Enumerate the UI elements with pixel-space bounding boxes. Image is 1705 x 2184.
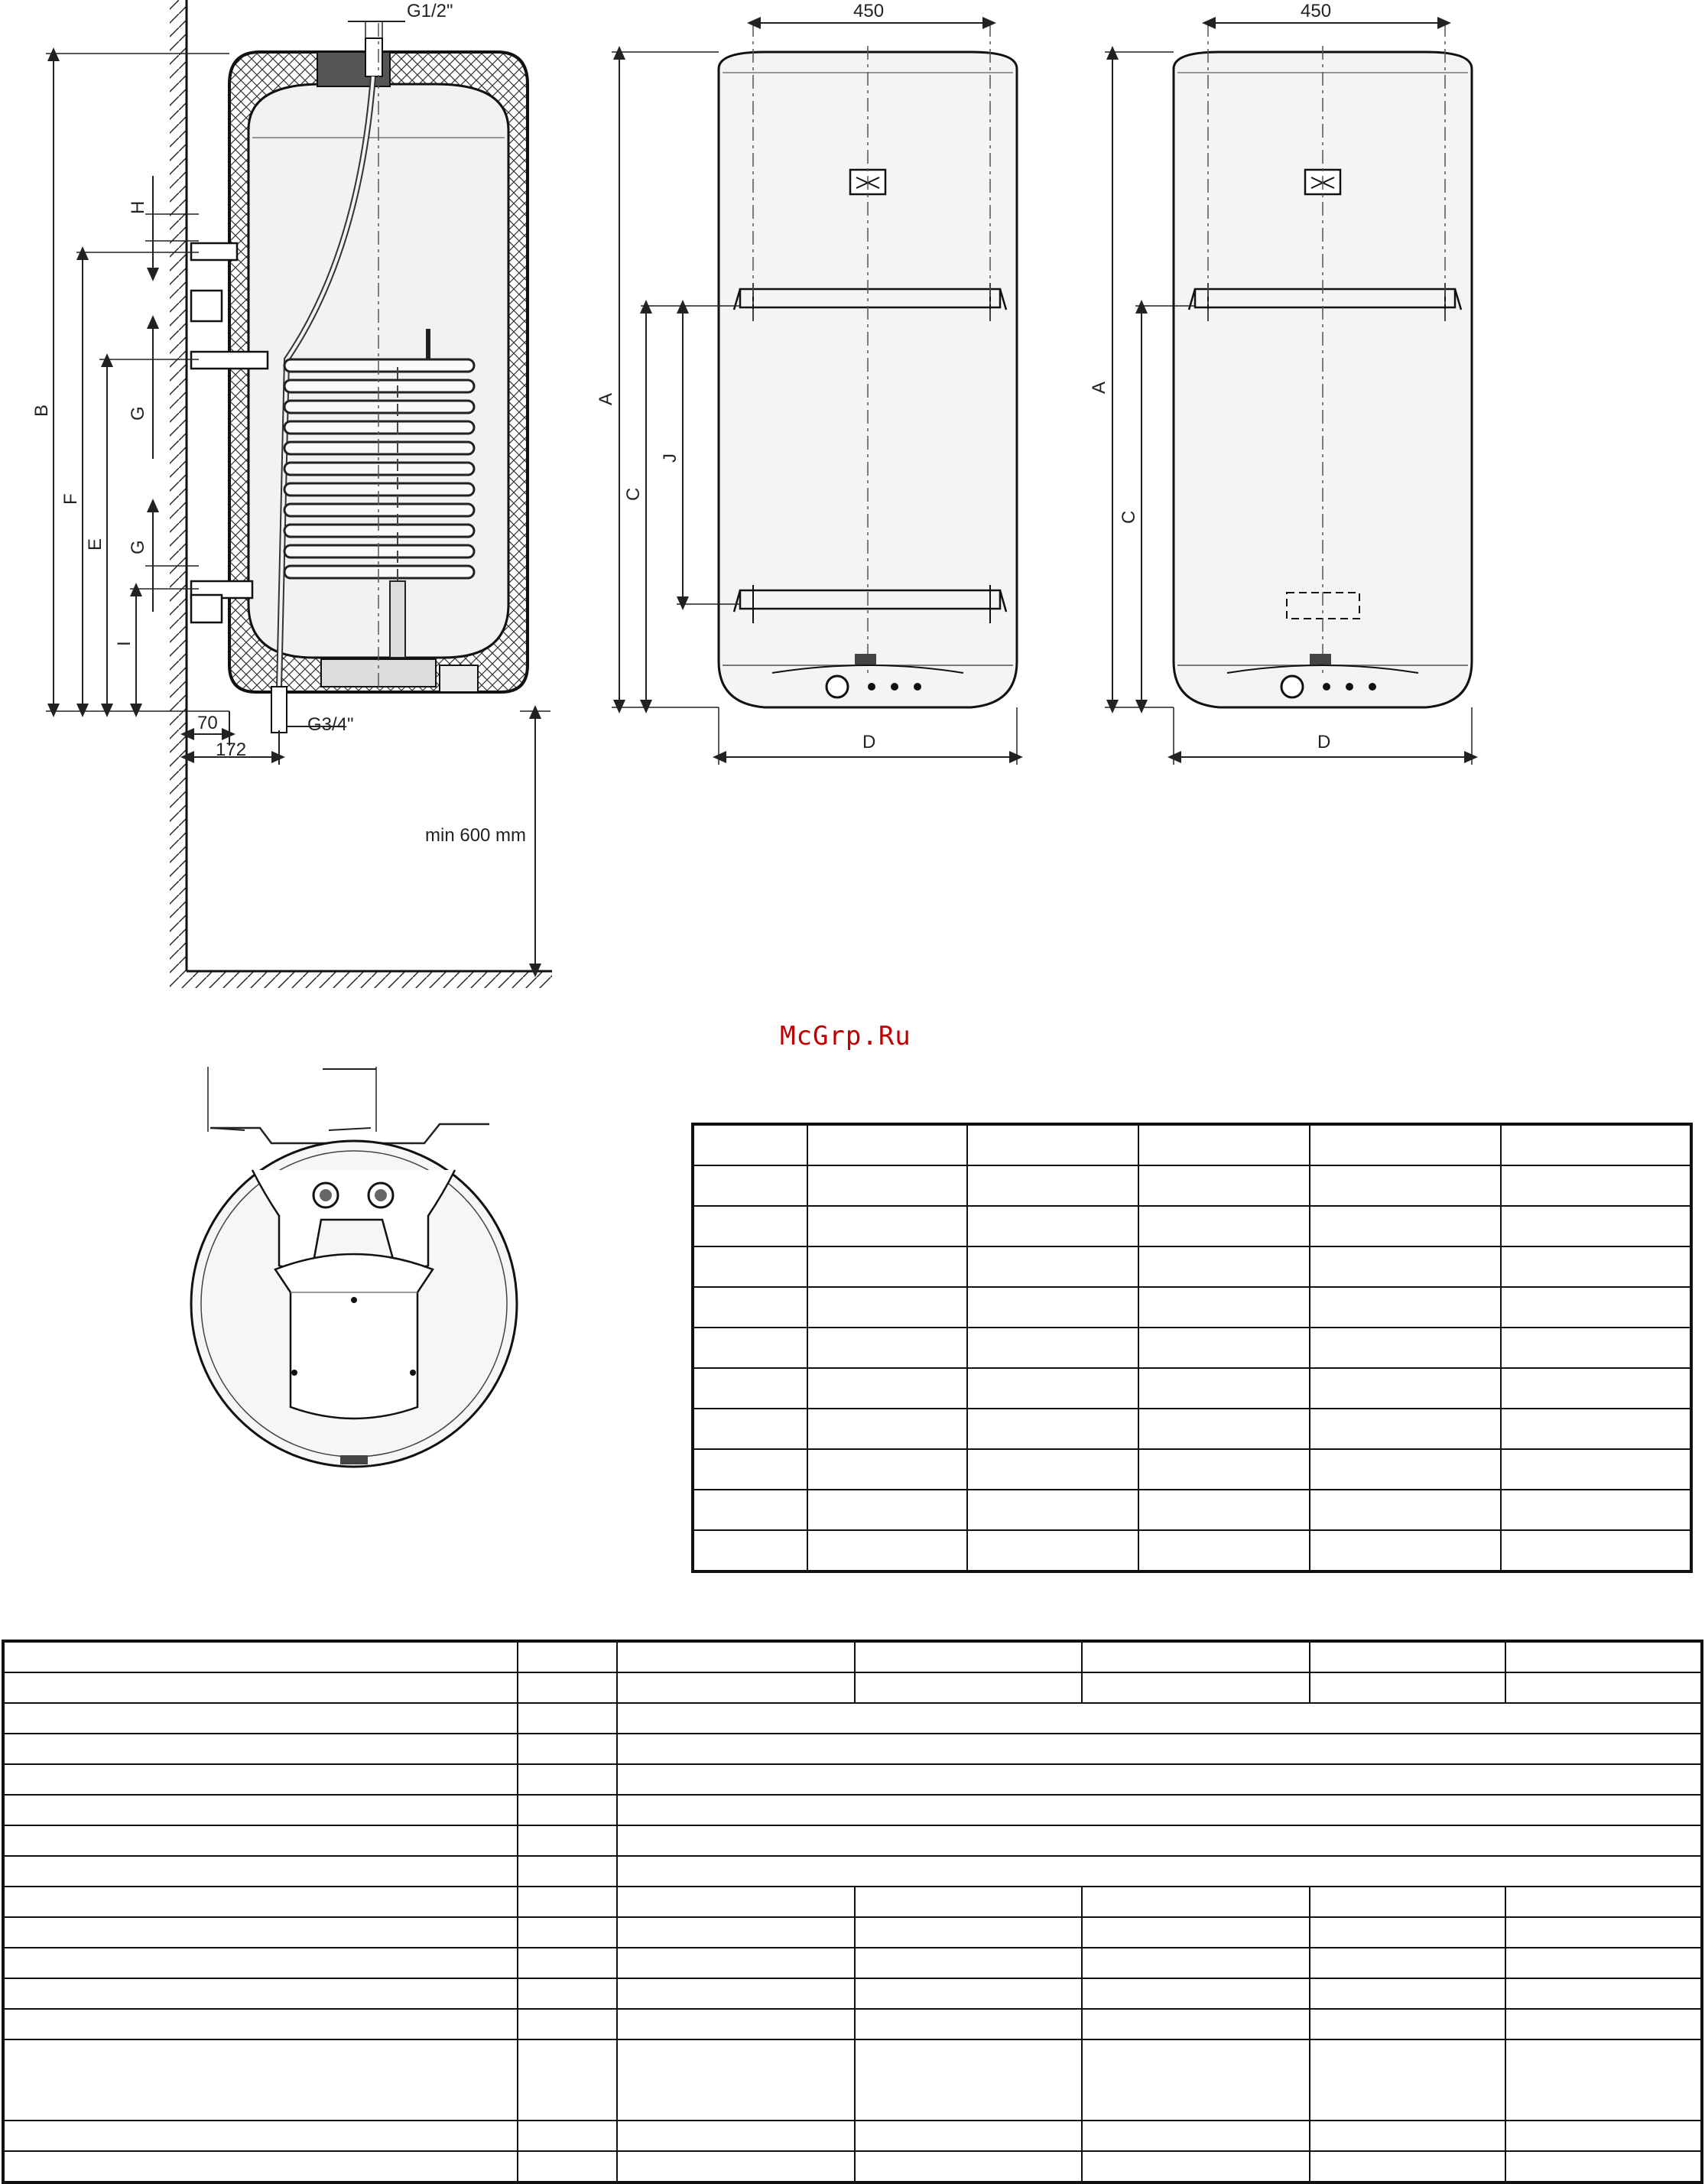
table-cell [693,1206,807,1246]
table-cell [1082,1917,1309,1948]
table-cell [518,1641,617,1672]
table-cell [1501,1328,1691,1368]
table-row [693,1246,1691,1287]
table-cell [1501,1124,1691,1165]
table-row [3,2121,1702,2151]
table-cell [1082,2009,1309,2039]
table-cell [693,1246,807,1287]
wall-hatch [170,0,187,971]
table-cell [1505,1641,1702,1672]
table-cell [1138,1530,1310,1571]
table-cell [1082,1672,1309,1703]
table-cell [1310,2151,1506,2182]
label-I: I [114,641,135,646]
table-cell [518,1795,617,1825]
width-side-label: 450 [1301,1,1332,21]
table-cell [967,1530,1138,1571]
label-A-front: A [596,392,616,405]
table-cell [1505,2009,1702,2039]
floor-hatch [170,971,552,988]
table-cell [807,1490,967,1530]
table-cell [807,1368,967,1409]
table-cell [617,1672,855,1703]
table-row [3,1734,1702,1764]
table-cell [518,1978,617,2009]
width-front-label: 450 [853,1,885,21]
table-cell [1138,1165,1310,1206]
table-cell [1505,1672,1702,1703]
table-cell [3,1887,518,1917]
table-cell [855,1641,1082,1672]
table-cell [1505,2121,1702,2151]
label-D-front: D [862,732,876,752]
table-cell [1310,1124,1500,1165]
table-cell [1310,1641,1506,1672]
table-cell [1082,2039,1309,2121]
table-cell [3,2121,518,2151]
table-cell [807,1449,967,1490]
table-cell [807,1165,967,1206]
table-cell [3,1795,518,1825]
table-row [3,1856,1702,1887]
table-cell [1505,1978,1702,2009]
table-cell [855,1672,1082,1703]
table-cell [693,1409,807,1449]
table-cell [617,1917,855,1948]
table-cell [967,1449,1138,1490]
table-cell [693,1449,807,1490]
table-cell [617,2039,855,2121]
table-cell [1501,1490,1691,1530]
table-cell [3,1734,518,1764]
table-cell [1501,1287,1691,1328]
table-cell [518,1887,617,1917]
table-row [693,1530,1691,1571]
table-cell [617,1764,1702,1795]
table-cell [855,2151,1082,2182]
table-cell [1310,1978,1506,2009]
label-C-variant: C [1119,510,1139,524]
table-cell [1138,1206,1310,1246]
table-cell [518,1672,617,1703]
table-cell [3,1703,518,1734]
outlet-thread-label: G1/2" [407,1,453,21]
table-row [693,1449,1691,1490]
table-cell [518,2009,617,2039]
table-cell [3,1764,518,1795]
table-cell [1310,1948,1506,1978]
technical-data-table-body [3,1641,1702,2182]
label-B: B [31,404,52,417]
table-cell [518,1917,617,1948]
table-row [3,2009,1702,2039]
table-cell [1138,1368,1310,1409]
table-cell [617,1795,1702,1825]
table-cell [1310,1887,1506,1917]
table-cell [518,1948,617,1978]
table-cell [693,1287,807,1328]
label-G-upper: G [128,406,148,421]
table-cell [518,2121,617,2151]
table-cell [967,1328,1138,1368]
table-row [693,1409,1691,1449]
table-cell [518,2039,617,2121]
table-cell [1501,1409,1691,1449]
table-cell [1505,1948,1702,1978]
table-cell [807,1328,967,1368]
table-cell [1505,1917,1702,1948]
table-cell [967,1409,1138,1449]
clearance-label: min 600 mm [425,825,527,846]
table-row [693,1287,1691,1328]
table-cell [1310,2009,1506,2039]
table-cell [1310,1409,1500,1449]
section-view [31,0,552,988]
table-cell [3,2009,518,2039]
table-cell [3,1917,518,1948]
table-cell [518,1856,617,1887]
table-cell [1082,1978,1309,2009]
table-cell [967,1246,1138,1287]
table-row [3,1795,1702,1825]
table-cell [1501,1449,1691,1490]
table-cell [693,1124,807,1165]
pipe-offset-label: 172 [216,739,247,760]
table-row [693,1368,1691,1409]
table-cell [3,1641,518,1672]
table-cell [855,1978,1082,2009]
table-row [3,1917,1702,1948]
table-cell [1310,1165,1500,1206]
table-cell [3,2039,518,2121]
table-cell [1082,1887,1309,1917]
table-cell [518,1734,617,1764]
table-cell [617,2151,855,2182]
table-cell [1501,1530,1691,1571]
table-cell [1138,1246,1310,1287]
watermark: McGrp.Ru [780,1021,911,1051]
table-cell [1310,1530,1500,1571]
label-C-front: C [623,487,644,501]
table-row [693,1165,1691,1206]
table-cell [1082,2151,1309,2182]
table-cell [1082,1641,1309,1672]
table-row [3,1825,1702,1856]
table-row [693,1328,1691,1368]
table-row [693,1124,1691,1165]
table-cell [1310,1449,1500,1490]
table-cell [693,1328,807,1368]
table-cell [967,1490,1138,1530]
dimensions-table [691,1123,1693,1573]
label-D-variant: D [1317,732,1331,752]
table-cell [967,1124,1138,1165]
table-cell [967,1287,1138,1328]
table-cell [1501,1206,1691,1246]
table-cell [1138,1328,1310,1368]
table-cell [855,2121,1082,2151]
bottom-view [191,1067,517,1467]
table-cell [617,1734,1702,1764]
table-cell [1310,2039,1506,2121]
table-cell [617,1825,1702,1856]
table-cell [807,1287,967,1328]
table-cell [3,1672,518,1703]
table-cell [1310,1490,1500,1530]
label-G-lower: G [128,540,148,554]
label-H: H [128,200,148,214]
table-cell [1501,1165,1691,1206]
table-cell [693,1165,807,1206]
table-cell [1310,2121,1506,2151]
table-cell [1310,1917,1506,1948]
table-row [3,1672,1702,1703]
table-row [3,1764,1702,1795]
table-cell [518,1764,617,1795]
table-cell [855,2009,1082,2039]
coil [284,359,474,578]
table-cell [1138,1449,1310,1490]
table-cell [1501,1368,1691,1409]
table-cell [1310,1206,1500,1246]
table-cell [617,1887,855,1917]
technical-data-table [2,1640,1703,2184]
table-cell [693,1368,807,1409]
table-cell [617,1948,855,1978]
table-cell [1310,1328,1500,1368]
inlet-thread-label: G3/4" [307,714,354,735]
table-cell [617,1641,855,1672]
table-cell [1082,2121,1309,2151]
table-row [3,1703,1702,1734]
front-view [596,1,1017,765]
table-cell [807,1246,967,1287]
table-cell [693,1490,807,1530]
table-cell [855,2039,1082,2121]
table-cell [1310,1368,1500,1409]
table-cell [693,1530,807,1571]
table-cell [518,1825,617,1856]
table-cell [3,2151,518,2182]
table-row [3,1887,1702,1917]
table-row [3,2039,1702,2121]
dimensions-table-body [693,1124,1691,1571]
table-cell [617,1978,855,2009]
label-A-variant: A [1089,381,1109,394]
label-F: F [60,493,81,505]
table-cell [1505,2151,1702,2182]
table-row [693,1490,1691,1530]
table-cell [518,1703,617,1734]
table-cell [1138,1287,1310,1328]
table-cell [617,2009,855,2039]
table-cell [617,1703,1702,1734]
label-E: E [85,538,106,551]
table-row [3,1948,1702,1978]
table-cell [807,1124,967,1165]
wall-offset-label: 70 [197,713,218,733]
table-cell [855,1887,1082,1917]
table-cell [1310,1246,1500,1287]
table-cell [3,1978,518,2009]
table-cell [1505,1887,1702,1917]
table-cell [807,1409,967,1449]
table-cell [967,1165,1138,1206]
front-view-variant [1089,1,1472,765]
table-cell [967,1206,1138,1246]
table-row [3,1978,1702,2009]
table-cell [1082,1948,1309,1978]
table-row [693,1206,1691,1246]
table-cell [1501,1246,1691,1287]
table-cell [617,1856,1702,1887]
table-cell [3,1825,518,1856]
table-cell [1310,1672,1506,1703]
table-cell [1310,1287,1500,1328]
table-cell [518,2151,617,2182]
table-cell [807,1206,967,1246]
table-cell [617,2121,855,2151]
table-cell [855,1948,1082,1978]
table-row [3,1641,1702,1672]
table-row [3,2151,1702,2182]
table-cell [3,1948,518,1978]
label-J: J [660,453,680,463]
table-cell [1138,1490,1310,1530]
table-cell [967,1368,1138,1409]
table-cell [1505,2039,1702,2121]
table-cell [3,1856,518,1887]
table-cell [807,1530,967,1571]
table-cell [855,1917,1082,1948]
table-cell [1138,1124,1310,1165]
table-cell [1138,1409,1310,1449]
